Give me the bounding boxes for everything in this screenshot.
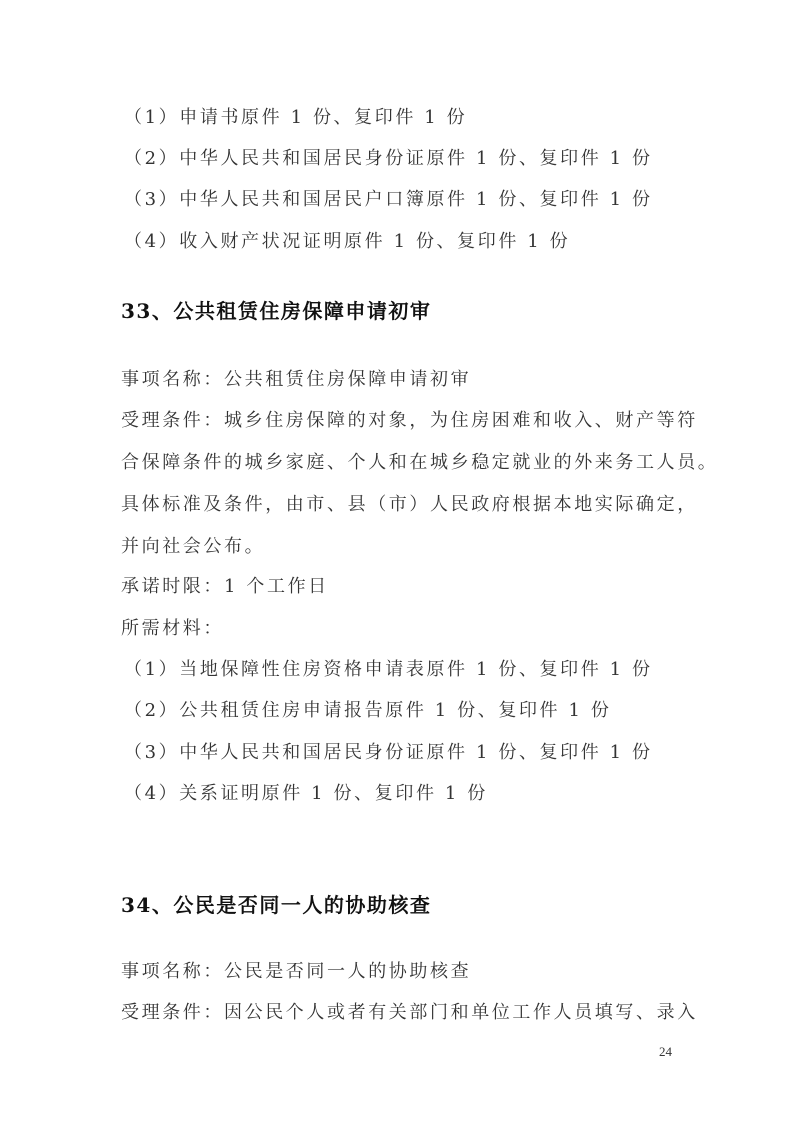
section-heading: 34、公民是否同一人的协助核查 [121, 893, 432, 917]
material-item: （4）关系证明原件 1 份、复印件 1 份 [124, 783, 488, 804]
acceptance-condition-line: 受理条件：因公民个人或者有关部门和单位工作人员填写、录入 [121, 1002, 698, 1023]
material-item: （1）当地保障性住房资格申请表原件 1 份、复印件 1 份 [124, 659, 653, 680]
time-limit: 承诺时限：1 个工作日 [121, 576, 329, 597]
material-item: （2）公共租赁住房申请报告原件 1 份、复印件 1 份 [124, 700, 612, 721]
acceptance-condition-line: 具体标准及条件，由市、县（市）人民政府根据本地实际确定， [121, 494, 698, 515]
item-name: 事项名称：公共租赁住房保障申请初审 [121, 369, 472, 390]
material-item: （3）中华人民共和国居民户口簿原件 1 份、复印件 1 份 [124, 189, 653, 210]
materials-label: 所需材料： [121, 618, 224, 639]
acceptance-condition-line: 合保障条件的城乡家庭、个人和在城乡稳定就业的外来务工人员。 [121, 452, 719, 473]
material-item: （3）中华人民共和国居民身份证原件 1 份、复印件 1 份 [124, 742, 653, 763]
acceptance-condition-line: 受理条件：城乡住房保障的对象，为住房困难和收入、财产等符 [121, 410, 698, 431]
item-name: 事项名称：公民是否同一人的协助核查 [121, 961, 472, 982]
material-item: （4）收入财产状况证明原件 1 份、复印件 1 份 [124, 231, 571, 252]
material-item: （2）中华人民共和国居民身份证原件 1 份、复印件 1 份 [124, 148, 653, 169]
acceptance-condition-line: 并向社会公布。 [121, 536, 266, 557]
material-item: （1）申请书原件 1 份、复印件 1 份 [124, 107, 468, 128]
page-number: 24 [659, 1044, 672, 1059]
section-heading: 33、公共租赁住房保障申请初审 [121, 299, 432, 323]
